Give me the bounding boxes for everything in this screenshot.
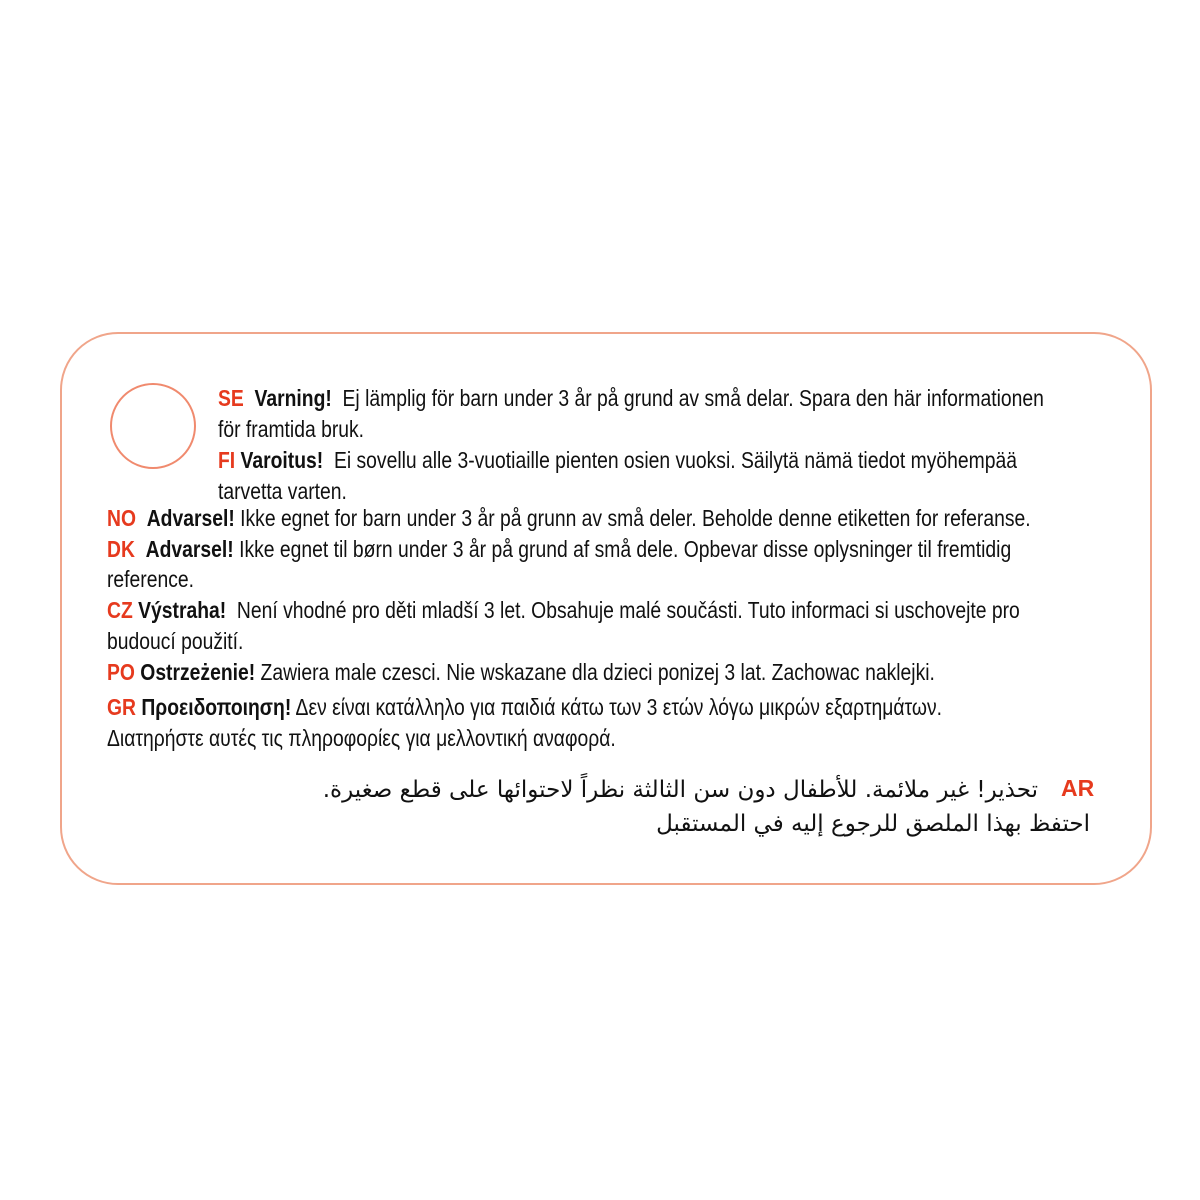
no-line-1 [107, 504, 1031, 532]
po-text-1: Zawiera male czesci. Nie wskazane dla dzieci ponizej 3 lat. Zachowac naklejki. [260, 659, 935, 685]
po-heading: Ostrzeżenie! [140, 659, 256, 685]
lang-code-gr: GR [107, 694, 136, 720]
lang-code-po: PO [107, 659, 135, 685]
lang-code-se: SE [218, 385, 244, 411]
no-text-1: Ikke egnet for barn under 3 år på grunn av små deler. Beholde denne etiketten for referanse. [240, 505, 1031, 531]
fi-heading: Varoitus! [240, 447, 324, 473]
lang-code-cz: CZ [107, 597, 133, 623]
gr-heading: Προειδοποιηση! [141, 694, 292, 720]
dk-heading: Advarsel! [145, 536, 234, 562]
dk-text-2: reference. [107, 566, 194, 592]
dk-line-1 [107, 535, 1011, 563]
lang-code-no: NO [107, 505, 136, 531]
lang-code-ar: AR [1061, 775, 1095, 801]
gr-line-1 [107, 693, 942, 721]
lang-code-fi: FI [218, 447, 236, 473]
se-text-2: för framtida bruk. [218, 416, 365, 442]
dk-text-1: Ikke egnet til børn under 3 år på grund af små dele. Opbevar disse oplysninger til fremtidig [239, 536, 1012, 562]
circle-marker [110, 383, 196, 469]
cz-line-1 [107, 596, 1020, 624]
cz-text-2: budoucí použití. [107, 628, 244, 654]
ar-text-2: احتفظ بهذا الملصق للرجوع إليه في المستقبل [656, 811, 1090, 837]
cz-heading: Výstraha! [138, 597, 227, 623]
fi-line-1 [218, 446, 1017, 474]
gr-text-1: Δεν είναι κατάλληλο για παιδιά κάτω των 3 ετών λόγω μικρών εξαρτημάτων. [295, 694, 943, 720]
gr-text-2: Διατηρήστε αυτές τις πληροφορίες για μελλοντική αναφορά. [107, 725, 616, 751]
cz-text-1: Není vhodné pro děti mladší 3 let. Obsahuje malé součásti. Tuto informaci si uschovejte pro [236, 597, 1020, 623]
lang-code-dk: DK [107, 536, 135, 562]
se-heading: Varning! [254, 385, 332, 411]
no-heading: Advarsel! [146, 505, 235, 531]
po-line-1 [107, 658, 935, 686]
fi-text-2: tarvetta varten. [218, 478, 347, 504]
se-line-1 [218, 384, 1044, 412]
ar-text-1: تحذير! غير ملائمة. للأطفال دون سن الثالثة نظراً لاحتوائها على قطع صغيرة. [322, 777, 1038, 803]
se-text-1: Ej lämplig för barn under 3 år på grund av små delar. Spara den här informationen [342, 385, 1044, 411]
fi-text-1: Ei sovellu alle 3-vuotiaille pienten osien vuoksi. Säilytä nämä tiedot myöhempää [333, 447, 1017, 473]
